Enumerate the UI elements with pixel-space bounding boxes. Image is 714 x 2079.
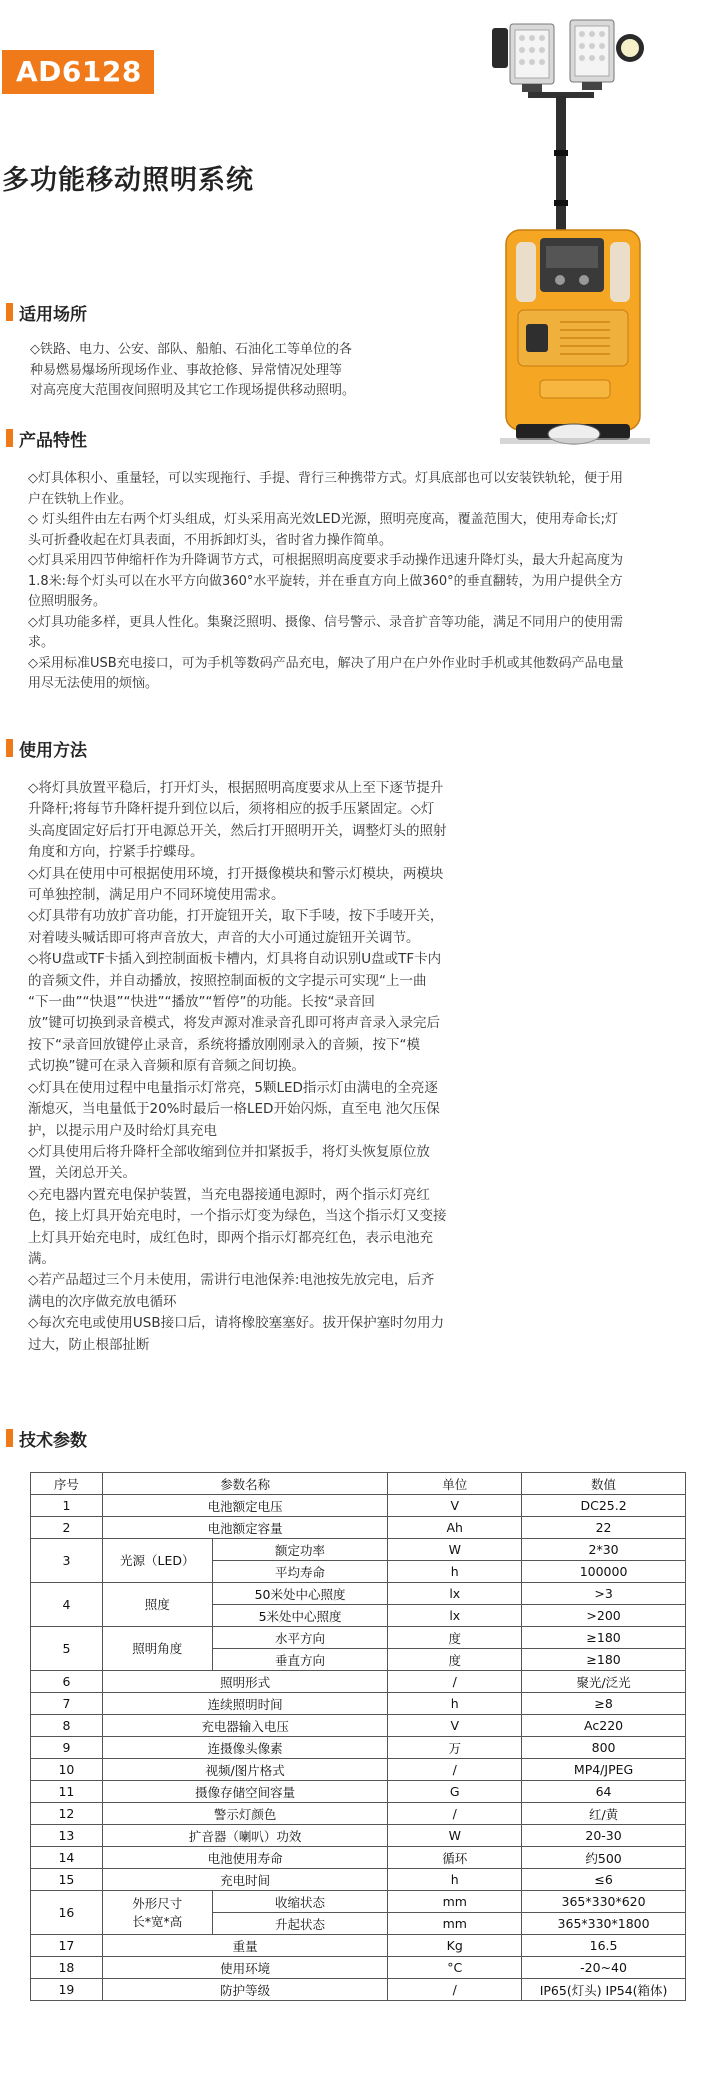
- text-line: 满电的次序做充放电循环: [28, 1293, 177, 1310]
- table-row: [31, 1583, 686, 1605]
- row-value: 约500: [522, 1847, 686, 1869]
- section-bar: [6, 303, 13, 321]
- row-no: 9: [31, 1737, 103, 1759]
- text-line: 置，关闭总开关。: [28, 1165, 136, 1182]
- row-value: 365*330*1800: [522, 1913, 686, 1935]
- row-name: 连摄像头像素: [102, 1737, 388, 1759]
- table-row: [31, 1715, 686, 1737]
- row-value: DC25.2: [522, 1495, 686, 1517]
- row-unit: h: [388, 1869, 522, 1891]
- usage-paragraph: [28, 778, 447, 1356]
- row-value: ≥180: [522, 1627, 686, 1649]
- section-bar: [6, 429, 13, 447]
- text-line: 用尽无法使用的烦恼。: [28, 676, 159, 691]
- row-value: 800: [522, 1737, 686, 1759]
- row-value: Ac220: [522, 1715, 686, 1737]
- text-line: 对着唛头喊话即可将声音放大，声音的大小可通过旋钮开关调节。: [28, 929, 420, 946]
- table-row: [31, 1627, 686, 1649]
- row-unit: 万: [388, 1737, 522, 1759]
- row-no: 19: [31, 1979, 103, 2001]
- text-line: ◇灯具在使用过程中电量指示灯常亮，5颗LED指示灯由满电的全亮逐: [28, 1079, 438, 1096]
- section-title-scene: 适用场所: [19, 304, 87, 325]
- text-line: ◇灯具使用后将升降杆全部收缩到位并扣紧扳手，将灯头恢复原位放: [28, 1143, 430, 1160]
- table-row: [31, 1891, 686, 1913]
- text-line: ◇灯具体积小、重量轻，可以实现拖行、手提、背行三种携带方式。灯具底部也可以安装铁轨轮，便于用: [28, 471, 623, 486]
- text-line: ◇灯具功能多样，更具人性化。集聚泛照明、摄像、信号警示、录音扩音等功能，满足不同用户的使用需: [28, 614, 623, 630]
- row-value: 16.5: [522, 1935, 686, 1957]
- row-name: 摄像存储空间容量: [102, 1781, 388, 1803]
- row-group: 外形尺寸 长*宽*高: [102, 1891, 212, 1935]
- row-no: 1: [31, 1495, 103, 1517]
- row-unit: 循环: [388, 1847, 522, 1869]
- row-unit: °C: [388, 1957, 522, 1979]
- row-name: 充电时间: [102, 1869, 388, 1891]
- text-line: 种易燃易爆场所现场作业、事故抢修、异常情况处理等: [30, 362, 343, 378]
- row-name: 充电器输入电压: [102, 1715, 388, 1737]
- row-unit: Ah: [388, 1517, 522, 1539]
- text-line: ◇采用标准USB充电接口，可为手机等数码产品充电，解决了用户在户外作业时手机或其他数码产品电量: [28, 655, 624, 671]
- row-unit: W: [388, 1539, 522, 1561]
- text-line: ◇充电器内置充电保护装置，当充电器接通电源时，两个指示灯亮红: [28, 1186, 430, 1203]
- text-line: 放”键可切换到录音模式，将发声源对准录音孔即可将声音录入录完后: [28, 1015, 440, 1032]
- table-row: [31, 1693, 686, 1715]
- row-value: MP4/JPEG: [522, 1759, 686, 1781]
- row-no: 14: [31, 1847, 103, 1869]
- row-value: 64: [522, 1781, 686, 1803]
- table-row: [31, 1737, 686, 1759]
- row-group: 光源（LED）: [102, 1539, 212, 1583]
- row-value: IP65(灯头) IP54(箱体): [522, 1979, 686, 2001]
- table-row: [31, 1671, 686, 1693]
- row-unit: 度: [388, 1627, 522, 1649]
- row-name: 警示灯颜色: [102, 1803, 388, 1825]
- row-no: 12: [31, 1803, 103, 1825]
- row-unit: V: [388, 1495, 522, 1517]
- row-value: 聚光/泛光: [522, 1671, 686, 1693]
- row-group: 照明角度: [102, 1627, 212, 1671]
- row-name: 电池额定容量: [102, 1517, 388, 1539]
- text-line: ◇ 灯头组件由左右两个灯头组成，灯头采用高光效LED光源，照明亮度高，覆盖范围大，使用寿命长;灯: [28, 512, 618, 527]
- row-unit: /: [388, 1759, 522, 1781]
- text-line: “下一曲”“快退”“快进”“播放”“暂停”的功能。长按“录音回: [28, 994, 375, 1011]
- row-value: 100000: [522, 1561, 686, 1583]
- text-line: ◇灯具带有功放扩音功能，打开旋钮开关，取下手唛，按下手唛开关，: [28, 908, 444, 925]
- row-subname: 升起状态: [212, 1913, 388, 1935]
- header-no: 序号: [31, 1473, 103, 1495]
- case-body-icon: [506, 230, 640, 430]
- row-value: 20-30: [522, 1825, 686, 1847]
- text-line: ◇每次充电或使用USB接口后，请将橡胶塞塞好。拔开保护塞时勿用力: [28, 1315, 445, 1332]
- row-name: 视频/图片格式: [102, 1759, 388, 1781]
- row-no: 4: [31, 1583, 103, 1627]
- page-title: 多功能移动照明系统: [2, 165, 254, 196]
- features-paragraph: [28, 469, 624, 695]
- row-unit: G: [388, 1781, 522, 1803]
- row-unit: h: [388, 1561, 522, 1583]
- row-no: 16: [31, 1891, 103, 1935]
- table-row: [31, 1869, 686, 1891]
- table-header-row: [31, 1473, 686, 1495]
- row-no: 13: [31, 1825, 103, 1847]
- text-line: 过大，防止根部扯断: [28, 1336, 150, 1353]
- row-no: 6: [31, 1671, 103, 1693]
- text-line: 求。: [28, 635, 55, 650]
- text-line: ◇若产品超过三个月未使用，需讲行电池保养:电池按先放完电，后齐: [28, 1272, 435, 1289]
- section-header-specs: [6, 1426, 87, 1450]
- row-name: 电池额定电压: [102, 1495, 388, 1517]
- section-title-usage: 使用方法: [19, 740, 87, 761]
- table-row: [31, 1781, 686, 1803]
- text-line: 护，以提示用户及时给灯具充电: [28, 1122, 217, 1139]
- row-name: 照明形式: [102, 1671, 388, 1693]
- row-unit: V: [388, 1715, 522, 1737]
- row-value: 22: [522, 1517, 686, 1539]
- section-title-specs: 技术参数: [19, 1430, 87, 1451]
- text-line: 户在铁轨上作业。: [28, 491, 133, 507]
- section-title-features: 产品特性: [19, 430, 87, 451]
- text-line: 角度和方向，拧紧手拧蝶母。: [28, 844, 204, 861]
- row-no: 5: [31, 1627, 103, 1671]
- text-line: ◇将U盘或TF卡插入到控制面板卡槽内，灯具将自动识别U盘或TF卡内: [28, 951, 442, 968]
- table-row: [31, 1803, 686, 1825]
- row-name: 使用环境: [102, 1957, 388, 1979]
- row-subname: 5米处中心照度: [212, 1605, 388, 1627]
- row-subname: 额定功率: [212, 1539, 388, 1561]
- row-unit: lx: [388, 1583, 522, 1605]
- model-badge: AD6128: [2, 50, 154, 94]
- spec-table: [30, 1472, 686, 2001]
- row-subname: 收缩状态: [212, 1891, 388, 1913]
- row-unit: /: [388, 1803, 522, 1825]
- text-line: 可单独控制，满足用户不同环境使用需求。: [28, 887, 285, 904]
- table-row: [31, 1539, 686, 1561]
- row-name: 连续照明时间: [102, 1693, 388, 1715]
- table-row: [31, 1935, 686, 1957]
- row-value: >200: [522, 1605, 686, 1627]
- section-bar: [6, 1429, 13, 1447]
- text-line: 对高亮度大范围夜间照明及其它工作现场提供移动照明。: [30, 383, 356, 398]
- row-no: 3: [31, 1539, 103, 1583]
- section-bar: [6, 739, 13, 757]
- row-no: 10: [31, 1759, 103, 1781]
- row-unit: lx: [388, 1605, 522, 1627]
- row-value: ≥8: [522, 1693, 686, 1715]
- text-line: 上灯具开始充电时，成红色时，即两个指示灯都亮红色，表示电池充: [28, 1229, 433, 1246]
- header-value: 数值: [522, 1473, 686, 1495]
- row-value: 2*30: [522, 1539, 686, 1561]
- text-line: 升降杆;将每节升降杆提升到位以后，须将相应的扳手压紧固定。◇灯: [28, 801, 435, 818]
- text-line: ◇将灯具放置平稳后，打开灯头，根据照明高度要求从上至下逐节提升: [28, 780, 444, 796]
- row-value: >3: [522, 1583, 686, 1605]
- row-no: 15: [31, 1869, 103, 1891]
- header-unit: 单位: [388, 1473, 522, 1495]
- row-value: ≥180: [522, 1649, 686, 1671]
- text-line: 头可折叠收起在灯具表面，不用拆卸灯头，省时省力操作简单。: [28, 532, 393, 548]
- text-line: 头高度固定好后打开电源总开关，然后打开照明开关，调整灯头的照射: [28, 822, 447, 839]
- table-row: [31, 1825, 686, 1847]
- left-lamp-head-icon: [492, 24, 554, 92]
- row-no: 7: [31, 1693, 103, 1715]
- table-row: [31, 1517, 686, 1539]
- row-no: 18: [31, 1957, 103, 1979]
- scene-paragraph: [30, 340, 355, 402]
- product-illustration: [470, 0, 710, 460]
- row-subname: 平均寿命: [212, 1561, 388, 1583]
- text-line: 满。: [28, 1250, 55, 1267]
- row-unit: /: [388, 1671, 522, 1693]
- text-line: 渐熄灭，当电量低于20%时最后一格LED开始闪烁，直至电 池欠压保: [28, 1101, 440, 1118]
- row-subname: 水平方向: [212, 1627, 388, 1649]
- table-row: [31, 1957, 686, 1979]
- table-row: [31, 1759, 686, 1781]
- row-unit: 度: [388, 1649, 522, 1671]
- section-header-features: [6, 426, 87, 450]
- row-unit: mm: [388, 1913, 522, 1935]
- row-name: 扩音器（喇叭）功效: [102, 1825, 388, 1847]
- row-no: 17: [31, 1935, 103, 1957]
- text-line: 的音频文件，并自动播放，按照控制面板的文字提示可实现“上一曲: [28, 972, 427, 989]
- row-name: 防护等级: [102, 1979, 388, 2001]
- section-header-usage: [6, 736, 87, 760]
- row-name: 重量: [102, 1935, 388, 1957]
- table-row: [31, 1495, 686, 1517]
- row-value: -20~40: [522, 1957, 686, 1979]
- table-row: [31, 1847, 686, 1869]
- row-value: 365*330*620: [522, 1891, 686, 1913]
- table-row: [31, 1979, 686, 2001]
- row-unit: mm: [388, 1891, 522, 1913]
- row-unit: /: [388, 1979, 522, 2001]
- text-line: ◇灯具采用四节伸缩杆作为升降调节方式，可根据照明高度要求手动操作迅速升降灯头，最大升起高度为: [28, 553, 623, 568]
- row-name: 电池使用寿命: [102, 1847, 388, 1869]
- row-value: 红/黄: [522, 1803, 686, 1825]
- section-header-scene: [6, 300, 87, 324]
- row-value: ≤6: [522, 1869, 686, 1891]
- row-no: 2: [31, 1517, 103, 1539]
- row-group: 照度: [102, 1583, 212, 1627]
- text-line: ◇铁路、电力、公安、部队、船舶、石油化工等单位的各: [30, 342, 352, 357]
- text-line: 按下“录音回放键停止录音，系统将播放刚刚录入的音频，按下“模: [28, 1036, 420, 1053]
- row-unit: W: [388, 1825, 522, 1847]
- right-lamp-head-icon: [570, 20, 644, 90]
- row-subname: 50米处中心照度: [212, 1583, 388, 1605]
- row-no: 11: [31, 1781, 103, 1803]
- text-line: 式切换”键可在录入音频和原有音频之间切换。: [28, 1058, 305, 1075]
- text-line: 位照明服务。: [28, 594, 107, 609]
- row-unit: Kg: [388, 1935, 522, 1957]
- text-line: ◇灯具在使用中可根据使用环境，打开摄像模块和警示灯模块，两模块: [28, 865, 444, 882]
- header-name: 参数名称: [102, 1473, 388, 1495]
- row-no: 8: [31, 1715, 103, 1737]
- row-subname: 垂直方向: [212, 1649, 388, 1671]
- text-line: 色，接上灯具开始充电时，一个指示灯变为绿色，当这个指示灯又变接: [28, 1208, 447, 1225]
- row-unit: h: [388, 1693, 522, 1715]
- text-line: 1.8米:每个灯头可以在水平方向做360°水平旋转，并在垂直方向上做360°的垂直翻转，为用户提供全方: [28, 573, 623, 589]
